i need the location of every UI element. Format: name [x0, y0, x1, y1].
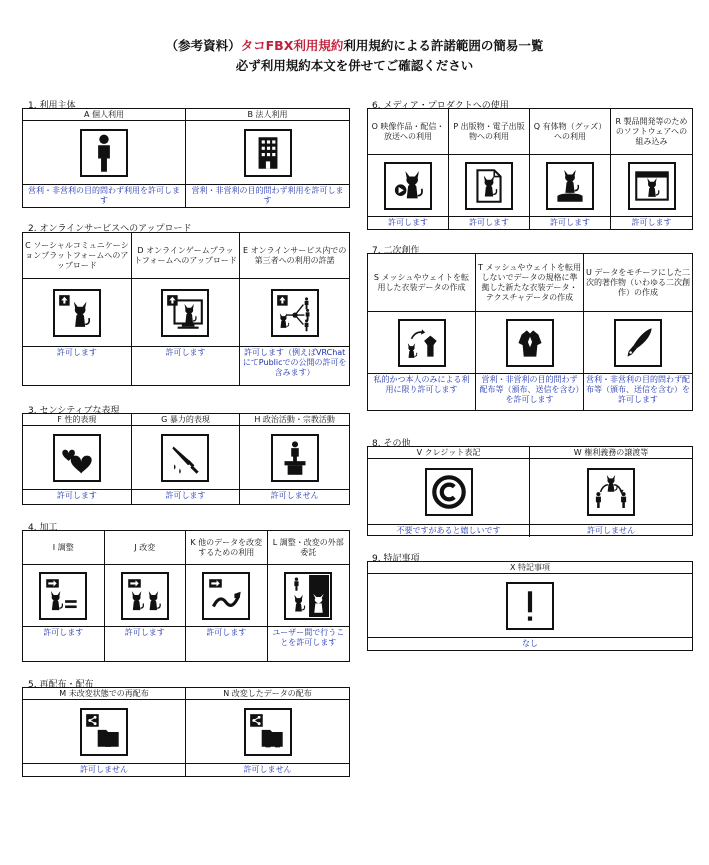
cell-fan-work	[584, 254, 692, 410]
permission-text: 許可します	[56, 491, 97, 500]
cell-third-party-license	[240, 233, 349, 385]
cell-video-use	[368, 109, 449, 229]
permission-text: なし	[522, 639, 538, 648]
cell-header: D オンラインゲームプラットフォームへのアップロード	[132, 233, 240, 279]
permission-text: 許可しません	[270, 491, 319, 500]
cell-header: P 出版物・電子出版物への利用	[449, 109, 529, 155]
permission-text: 許可します	[206, 628, 247, 637]
cell-header: F 性的表現	[23, 414, 131, 426]
cell-header: L 調整・改変の外部委託	[268, 531, 350, 565]
permission-text: 許可します	[165, 491, 206, 500]
cell-header: A 個人利用	[23, 109, 185, 121]
cell-special-notes	[368, 562, 692, 650]
copyright-icon	[425, 468, 473, 516]
cell-publication-use	[449, 109, 530, 229]
permission-text: 許可します	[550, 218, 590, 227]
cell-costume-transfer	[368, 254, 476, 410]
cell-header: W 権利義務の譲渡等	[530, 447, 692, 459]
costume-icon	[506, 319, 554, 367]
cell-political-religious	[240, 414, 349, 504]
document-icon	[465, 162, 513, 210]
permission-text: 営利・非営利の目的問わず配布等（頒布、送信を含む）を許可します	[586, 375, 690, 404]
cell-header: O 映像作品・配信・放送への利用	[368, 109, 448, 155]
upload-cat-icon	[53, 289, 101, 337]
podium-icon	[271, 434, 319, 482]
upload-monitor-icon	[161, 289, 209, 337]
permission-text: 許可します	[631, 218, 672, 227]
cell-use-for-other-data	[186, 531, 268, 661]
cell-unmodified-redistribution	[23, 688, 186, 776]
video-icon	[384, 162, 432, 210]
cell-header: K 他のデータを改変するための利用	[186, 531, 267, 565]
cell-rights-transfer	[530, 447, 692, 537]
costume-transfer-icon	[398, 319, 446, 367]
software-icon	[628, 162, 676, 210]
cell-goods-use	[530, 109, 611, 229]
table-other	[367, 446, 693, 536]
permission-text: 営利・非営利の目的問わず利用を許可します	[28, 186, 180, 205]
cell-modified-distribution	[186, 688, 349, 776]
section-title-sensitive: 3. センシティブな表現	[28, 406, 120, 416]
cell-header: I 調整	[23, 531, 104, 565]
cell-header: B 法人利用	[186, 109, 349, 121]
section-title-media: 6. メディア・プロダクトへの使用	[372, 101, 509, 111]
permission-text: 許可しません	[243, 765, 292, 774]
section-title-usage: 1. 利用主体	[28, 101, 76, 111]
permission-text: 許可します	[56, 348, 97, 357]
cell-header: N 改変したデータの配布	[186, 688, 349, 700]
table-processing	[22, 530, 350, 662]
title-prefix: （参考資料）	[165, 38, 241, 53]
cell-new-costume	[476, 254, 584, 410]
outsource-icon	[284, 572, 332, 620]
cell-header: E オンラインサービス内での第三者への利用の許諾	[240, 233, 349, 279]
share-folder-icon	[80, 708, 128, 756]
cell-modify	[105, 531, 187, 661]
table-usage	[22, 108, 350, 208]
cell-header: G 暴力的表現	[132, 414, 240, 426]
cell-corporate-use	[186, 109, 349, 207]
cell-credit	[368, 447, 530, 537]
cell-adjust	[23, 531, 105, 661]
cell-violent-expression	[132, 414, 241, 504]
hearts-icon	[53, 434, 101, 482]
permission-text: 許可します	[124, 628, 165, 637]
permission-text: ユーザー間で行うことを許可します	[272, 628, 345, 647]
page-subtitle: 必ず利用規約本文を併せてご確認ください	[235, 58, 474, 73]
section-title-derivative: 7. 二次創作	[372, 246, 420, 256]
permission-text: 私的かつ本人のみによる利用に限り許可します	[373, 375, 470, 394]
table-redistribution	[22, 687, 350, 777]
section-title-other: 8. その他	[372, 439, 411, 449]
share-network-icon	[271, 289, 319, 337]
permission-text: 許可します	[165, 348, 206, 357]
building-icon	[244, 129, 292, 177]
permission-text: 営利・非営利の目的問わず利用を許可します	[191, 186, 344, 205]
cell-header: M 未改変状態での再配布	[23, 688, 185, 700]
modify-icon	[121, 572, 169, 620]
cell-header: J 改変	[105, 531, 186, 565]
section-title-redistribution: 5. 再配布・配布	[28, 680, 94, 690]
section-title-processing: 4. 加工	[28, 523, 58, 533]
permission-text: 許可します	[388, 218, 428, 227]
table-upload	[22, 232, 350, 386]
cell-header: U データをモチーフにした二次的著作物（いわゆる二次創作）の作成	[584, 254, 692, 312]
permission-text: 許可しません	[587, 526, 635, 535]
person-icon	[80, 129, 128, 177]
permission-text: 許可します	[43, 628, 84, 637]
cell-sexual-expression	[23, 414, 132, 504]
cell-personal-use	[23, 109, 186, 207]
cell-header: R 製品開発等のためのソフトウェアへの組み込み	[611, 109, 692, 155]
cell-social-upload	[23, 233, 132, 385]
table-notes	[367, 561, 693, 651]
cell-header: Q 有体物（グッズ）への利用	[530, 109, 610, 155]
adjust-icon	[39, 572, 87, 620]
cell-software-embed	[611, 109, 692, 229]
section-title-notes: 9. 特記事項	[372, 554, 420, 564]
cell-header: C ソーシャルコミュニケーションプラットフォームへのアップロード	[23, 233, 131, 279]
cell-header: H 政治活動・宗教活動	[240, 414, 349, 426]
permission-text: 営利・非営利の目的問わず配布等（頒布、送信を含む）を許可します	[479, 375, 580, 404]
share-modified-icon	[244, 708, 292, 756]
section-title-upload: 2. オンラインサービスへのアップロード	[28, 224, 192, 234]
page-title	[0, 36, 709, 54]
permission-text: 不要ですがあると嬉しいです	[396, 526, 501, 535]
title-suffix: 利用規約による許諾範囲の簡易一覧	[343, 38, 544, 53]
cell-game-upload	[132, 233, 241, 385]
cell-header: V クレジット表記	[368, 447, 529, 459]
title-accent: タコFBX利用規約	[240, 38, 344, 53]
table-media	[367, 108, 693, 230]
permission-text: 許可します	[469, 218, 509, 227]
table-derivative	[367, 253, 693, 411]
transfer-icon	[587, 468, 635, 516]
pen-icon	[614, 319, 662, 367]
knife-icon	[161, 434, 209, 482]
cell-header: S メッシュやウェイトを転用した衣装データの作成	[368, 254, 475, 312]
table-sensitive	[22, 413, 350, 505]
cell-header: X 特記事項	[368, 562, 692, 574]
figure-icon	[546, 162, 594, 210]
permission-text: 許可します（例えばVRChatにてPublicでの公開の許可を含みます）	[242, 348, 347, 377]
cell-header: T メッシュやウェイトを転用しないでデータの規格に準拠した新たな衣装データ・テクスチャデータの作成	[476, 254, 583, 312]
cell-outsourcing	[268, 531, 350, 661]
ribbon-icon	[202, 572, 250, 620]
permission-text: 許可しません	[80, 765, 128, 774]
exclamation-icon	[506, 582, 554, 630]
